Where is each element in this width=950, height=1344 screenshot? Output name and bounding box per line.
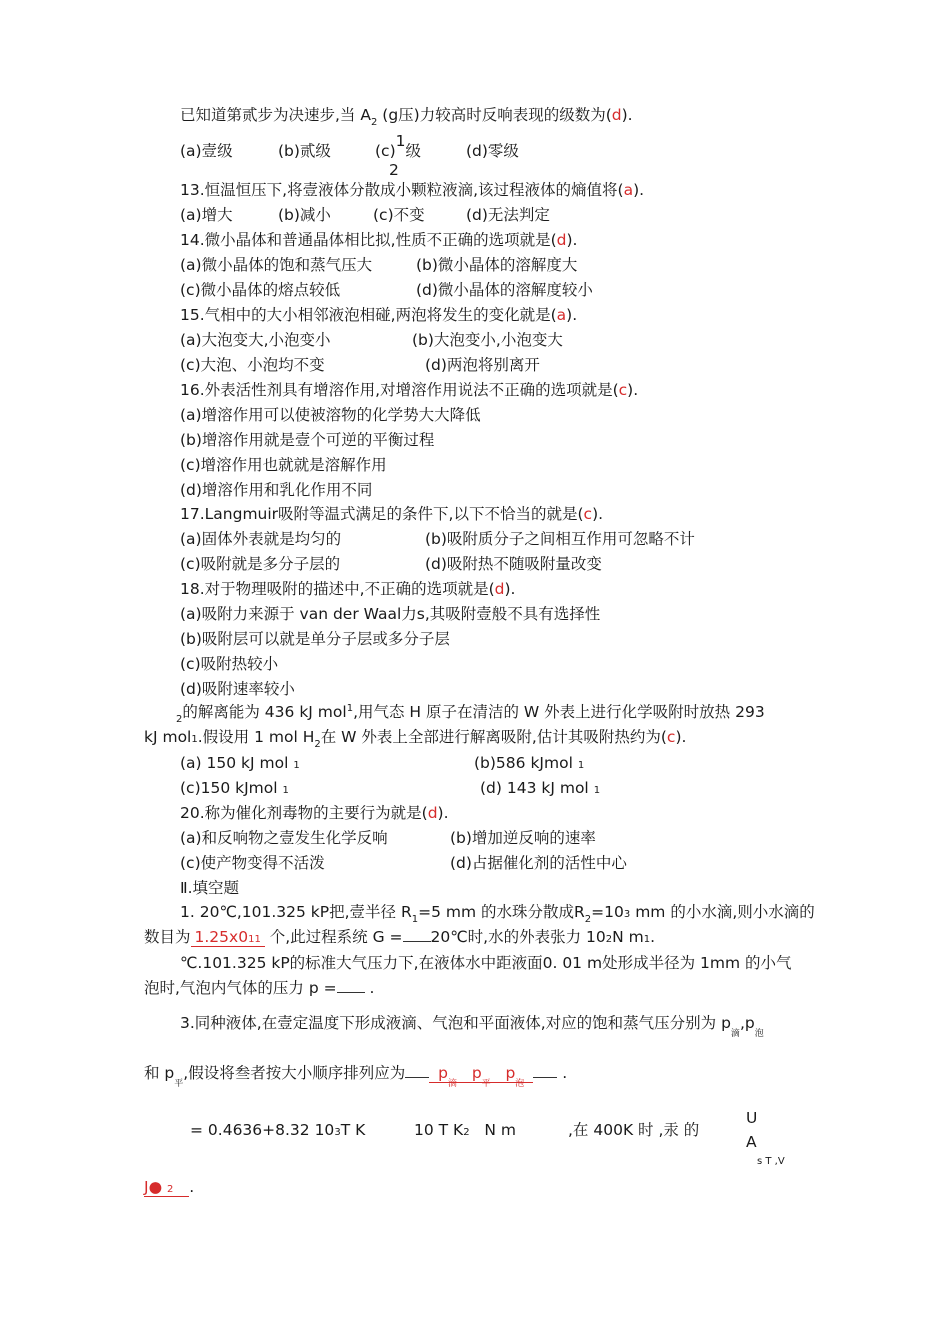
q15-opt-c: (c)大泡、小泡均不变 xyxy=(180,356,325,374)
q12-opt-c: (c)1级 xyxy=(375,132,422,160)
fill2-blank xyxy=(337,978,365,993)
q16-opt-b: (b)增溶作用就是壹个可逆的平衡过程 xyxy=(180,431,435,449)
q18-opt-a: (a)吸附力来源于 van der Waal力s,其吸附壹般不具有选择性 xyxy=(180,605,601,623)
fill3-line1: 3.同种液体,在壹定温度下形成液滴、气泡和平面液体,对应的饱和蒸气压分别为 $p_滴,p_泡$ xyxy=(180,1014,764,1039)
q19-line2: kJ mol1.假设用 1 mol $H_2$在 W 外表上全部进行解离吸附,估计其吸附热约为(c). xyxy=(144,728,687,750)
q20-opt-b: (b)增加逆反响的速率 xyxy=(450,829,596,847)
fill4-term: 10 T K2 N m xyxy=(414,1121,516,1139)
q20-opt-c: (c)使产物变得不活泼 xyxy=(180,854,325,872)
fill4-answer: J● 2 xyxy=(144,1178,189,1197)
fill2-line1: ℃.101.325 kP的标准大气压力下,在液体水中距液面0. 01 m处形成半径为 1mm 的小气 xyxy=(180,954,792,972)
q15-opt-a: (a)大泡变大,小泡变小 xyxy=(180,331,331,349)
q17-opt-c: (c)吸附就是多分子层的 xyxy=(180,555,341,573)
q13-opt-c: (c)不变 xyxy=(373,206,425,224)
fill4-condition: ,在 400K 时 ,汞 的 xyxy=(568,1121,700,1139)
q18-opt-c: (c)吸附热较小 xyxy=(180,655,279,673)
q14-stem: 14.微小晶体和普通晶体相比拟,性质不正确的选项就是(d). xyxy=(180,231,578,249)
q19-opt-b: (b)586 kJmol 1 xyxy=(474,754,585,772)
q19-line1: $_2$的解离能为 436 kJ mol$^1$,用气态 H 原子在清洁的 W 外表上进行化学吸附时放热 293 xyxy=(176,703,765,725)
q17-opt-d: (d)吸附热不随吸附量改变 xyxy=(425,555,602,573)
q19-opt-a: (a) 150 kJ mol 1 xyxy=(180,754,300,772)
q16-opt-a: (a)增溶作用可以使被溶物的化学势大大降低 xyxy=(180,406,481,424)
q12-opt-a: (a)壹级 xyxy=(180,142,233,160)
fill1-blank xyxy=(403,927,431,942)
fill1-line2: 数目为 1.25ⅹ011 个,此过程系统 G = 20℃时,水的外表张力 102N m1. xyxy=(144,928,656,946)
q12-opt-b: (b)贰级 xyxy=(278,142,331,160)
q13-opt-a: (a)增大 xyxy=(180,206,233,224)
section-heading: Ⅱ.填空题 xyxy=(180,879,240,897)
q19-opt-c: (c)150 kJmol 1 xyxy=(180,779,289,797)
q17-stem: 17.Langmuir吸附等温式满足的条件下,以下不恰当的就是(c). xyxy=(180,505,604,523)
q20-opt-a: (a)和反响物之壹发生化学反响 xyxy=(180,829,388,847)
q20-stem: 20.称为催化剂毒物的主要行为就是(d). xyxy=(180,804,449,822)
q18-stem: 18.对于物理吸附的描述中,不正确的选项就是(d). xyxy=(180,580,516,598)
fill3-line2: 和 $p_平$,假设将叁者按大小顺序排列应为 $p_滴$ $p_平$ $p_泡$ . xyxy=(144,1064,568,1089)
q13-opt-d: (d)无法判定 xyxy=(466,206,550,224)
fill4-equation: = 0.4636+8.32 103T K xyxy=(190,1121,366,1139)
fill1-line1: 1. 20℃,101.325 kP把,壹半径 $R_1=5$ mm 的水珠分散成$R_2=103$ mm 的小水滴,则小水滴的 xyxy=(180,903,815,925)
q15-opt-b: (b)大泡变小,小泡变大 xyxy=(412,331,563,349)
q17-opt-b: (b)吸附质分子之间相互作用可忽略不计 xyxy=(425,530,695,548)
q16-opt-d: (d)增溶作用和乳化作用不同 xyxy=(180,481,373,499)
fill4-frac-bot: A xyxy=(746,1133,757,1151)
q17-opt-a: (a)固体外表就是均匀的 xyxy=(180,530,342,548)
fill1-answer: 1.25ⅹ011 xyxy=(191,928,265,947)
fill4-answer-line: J● 2 . xyxy=(144,1178,195,1196)
fill3-answer: $p_滴$ $p_平$ $p_泡$ xyxy=(429,1064,533,1083)
q14-opt-a: (a)微小晶体的饱和蒸气压大 xyxy=(180,256,373,274)
fill4-frac-top: U xyxy=(746,1109,758,1127)
q12-stem: 已知道第贰步为决速步,当 $A_2$ (g压)力较高时反响表现的级数为(d). xyxy=(180,106,633,128)
q12-opt-d: (d)零级 xyxy=(466,142,519,160)
fill2-line2: 泡时,气泡内气体的压力 p = . xyxy=(144,979,375,997)
q14-opt-c: (c)微小晶体的熔点较低 xyxy=(180,281,341,299)
q14-opt-b: (b)微小晶体的溶解度大 xyxy=(416,256,578,274)
q18-opt-d: (d)吸附速率较小 xyxy=(180,680,295,698)
q18-opt-b: (b)吸附层可以就是单分子层或多分子层 xyxy=(180,630,450,648)
q13-stem: 13.恒温恒压下,将壹液体分散成小颗粒液滴,该过程液体的熵值将(a). xyxy=(180,181,645,199)
q15-stem: 15.气相中的大小相邻液泡相碰,两泡将发生的变化就是(a). xyxy=(180,306,578,324)
q15-opt-d: (d)两泡将别离开 xyxy=(425,356,540,374)
fill4-frac-sub: s T ,V xyxy=(757,1156,785,1167)
q19-opt-d: (d) 143 kJ mol 1 xyxy=(480,779,601,797)
q14-opt-d: (d)微小晶体的溶解度较小 xyxy=(416,281,593,299)
q16-stem: 16.外表活性剂具有增溶作用,对增溶作用说法不正确的选项就是(c). xyxy=(180,381,639,399)
q12-frac-den: 2 xyxy=(389,161,399,179)
q20-opt-d: (d)占据催化剂的活性中心 xyxy=(450,854,627,872)
q13-opt-b: (b)减小 xyxy=(278,206,331,224)
q16-opt-c: (c)增溶作用也就就是溶解作用 xyxy=(180,456,387,474)
q12-answer: d xyxy=(611,106,622,124)
